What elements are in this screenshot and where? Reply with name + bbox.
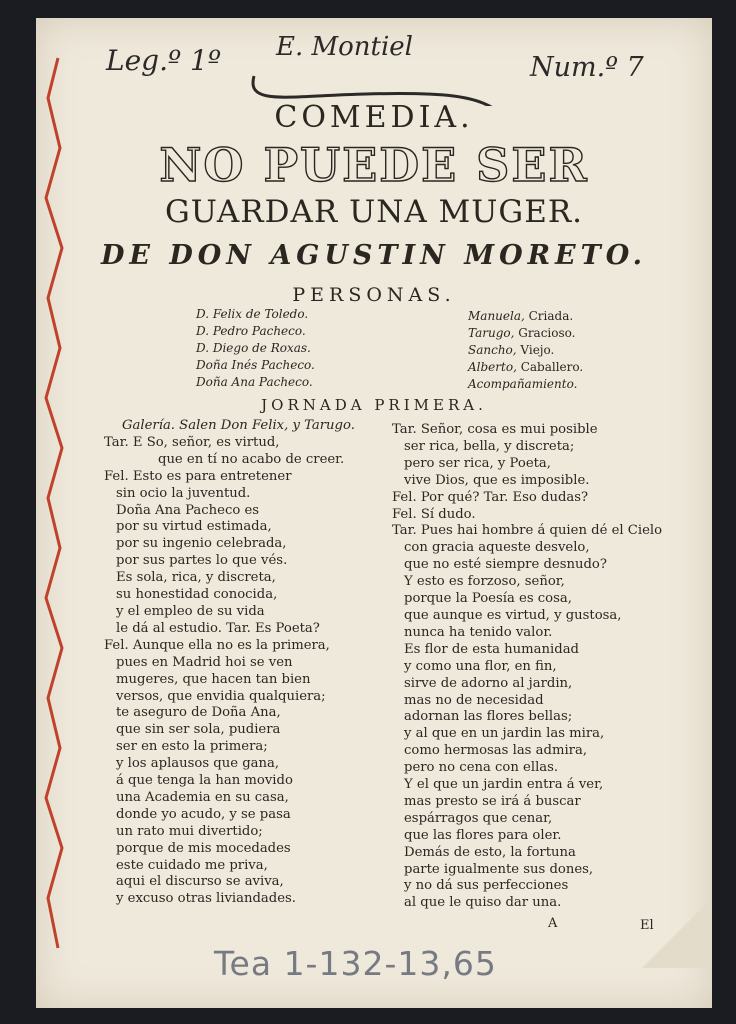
verse-line: Tar. E So, señor, es virtud,: [104, 434, 280, 450]
verse-line: te aseguro de Doña Ana,: [116, 705, 281, 721]
verse-line: un rato mui divertido;: [116, 823, 263, 839]
verse-line: adornan las flores bellas;: [404, 709, 573, 725]
verse-line: una Academia en su casa,: [116, 789, 289, 805]
author-line: DE DON AGUSTIN MORETO.: [100, 240, 648, 271]
catchword: El: [640, 918, 654, 933]
handwritten-legajo: Leg.º 1º: [106, 44, 222, 77]
verse-line: y al que en un jardin las mira,: [404, 726, 605, 742]
verse-line: ser rica, bella, y discreta;: [404, 438, 575, 454]
verse-line: y no dá sus perfecciones: [404, 878, 569, 894]
handwritten-author-note: E. Montiel: [276, 32, 413, 62]
cast-item: D. Diego de Roxas.: [196, 341, 311, 355]
verse-line: con gracia aqueste desvelo,: [404, 540, 590, 556]
cast-item: D. Felix de Toledo.: [196, 307, 309, 321]
verse-line: vive Dios, que es imposible.: [404, 472, 590, 488]
verse-line: Es sola, rica, y discreta,: [116, 570, 276, 586]
verse-line: al que le quiso dar una.: [404, 895, 562, 911]
cast-item: Doña Ana Pacheco.: [196, 375, 313, 389]
verse-line: sin ocio la juventud.: [116, 485, 251, 501]
verse-line: Fel. Por qué? Tar. Eso dudas?: [392, 489, 589, 505]
verse-line: sirve de adorno al jardin,: [404, 675, 573, 691]
verse-line: Demás de esto, la fortuna: [404, 844, 576, 860]
cast-list-right: [468, 308, 583, 393]
verse-line: su honestidad conocida,: [116, 587, 278, 603]
cast-item: Acompañamiento.: [468, 377, 578, 391]
verse-line: Y el que un jardin entra á ver,: [404, 777, 604, 793]
cast-item: D. Pedro Pacheco.: [196, 324, 306, 338]
verse-line: Fel. Esto es para entretener: [104, 468, 292, 484]
verse-line: mas no de necesidad: [404, 692, 544, 708]
verse-line: por su virtud estimada,: [116, 519, 272, 535]
verse-line: Tar. Pues hai hombre á quien dé el Cielo: [392, 523, 663, 539]
handwritten-number: Num.º 7: [530, 52, 644, 83]
verse-line: Fel. Aunque ella no es la primera,: [104, 637, 330, 653]
text-column-right: [392, 422, 662, 912]
verse-line: y como una flor, en fin,: [404, 658, 557, 674]
cast-item: Alberto, Caballero.: [468, 360, 584, 374]
verse-line: por su ingenio celebrada,: [116, 536, 287, 552]
cast-item: Doña Inés Pacheco.: [196, 358, 315, 372]
verse-line: Es flor de esta humanidad: [404, 641, 579, 657]
verse-line: pero no cena con ellas.: [404, 760, 559, 776]
verse-line: mas presto se irá á buscar: [404, 793, 581, 809]
verse-line: pues en Madrid hoi se ven: [116, 654, 293, 670]
verse-line: por sus partes lo que vés.: [116, 553, 288, 569]
verse-line: que aunque es virtud, y gustosa,: [404, 607, 622, 623]
verse-line: á que tenga la han movido: [116, 773, 293, 789]
verse-line: le dá al estudio. Tar. Es Poeta?: [116, 620, 320, 636]
verse-line: porque de mis mocedades: [116, 840, 291, 856]
verse-line: Fel. Sí dudo.: [392, 506, 476, 522]
verse-line: que en tí no acabo de creer.: [158, 451, 345, 467]
title-line-2: GUARDAR UNA MUGER.: [164, 194, 584, 230]
verse-line: aqui el discurso se aviva,: [116, 874, 284, 890]
verse-line: que sin ser sola, pudiera: [116, 722, 281, 738]
cast-item: Tarugo, Gracioso.: [468, 326, 576, 340]
verse-line: porque la Poesía es cosa,: [404, 591, 572, 607]
cast-item: Sancho, Viejo.: [468, 343, 555, 357]
comedia-heading: COMEDIA.: [274, 100, 474, 135]
verse-line: versos, que envidia qualquiera;: [116, 688, 326, 704]
verse-line: espárragos que cenar,: [404, 810, 553, 826]
document-page: [36, 18, 712, 1008]
verse-line: Doña Ana Pacheco es: [116, 502, 260, 518]
library-stamp: Tea 1-132-13,65: [214, 944, 497, 983]
verse-line: ser en esto la primera;: [116, 739, 268, 755]
verse-line: mugeres, que hacen tan bien: [116, 671, 311, 687]
verse-line: que no esté siempre desnudo?: [404, 557, 607, 573]
verse-line: pero ser rica, y Poeta,: [404, 455, 551, 471]
verse-line: y excuso otras liviandades.: [116, 891, 296, 907]
cast-item: Manuela, Criada.: [468, 309, 574, 323]
personas-heading: PERSONAS.: [292, 284, 456, 306]
verse-line: donde yo acudo, y se pasa: [116, 806, 291, 822]
text-column-left: [104, 418, 355, 908]
verse-line: nunca ha tenido valor.: [404, 624, 553, 640]
signature-mark: A: [548, 916, 558, 931]
verse-line: y los aplausos que gana,: [116, 756, 280, 772]
cast-list-left: [196, 306, 315, 391]
title-line-1: NO PUEDE SER: [159, 138, 589, 192]
verse-line: como hermosas las admira,: [404, 743, 588, 759]
verse-line: este cuidado me priva,: [116, 857, 268, 873]
verse-line: y el empleo de su vida: [116, 603, 265, 619]
verse-line: que las flores para oler.: [404, 827, 562, 843]
stage-direction: Galería. Salen Don Felix, y Tarugo.: [122, 418, 355, 433]
jornada-heading: JORNADA PRIMERA.: [261, 396, 487, 414]
verse-line: Y esto es forzoso, señor,: [404, 574, 565, 590]
verse-line: parte igualmente sus dones,: [404, 861, 594, 877]
verse-line: Tar. Señor, cosa es mui posible: [392, 422, 598, 437]
